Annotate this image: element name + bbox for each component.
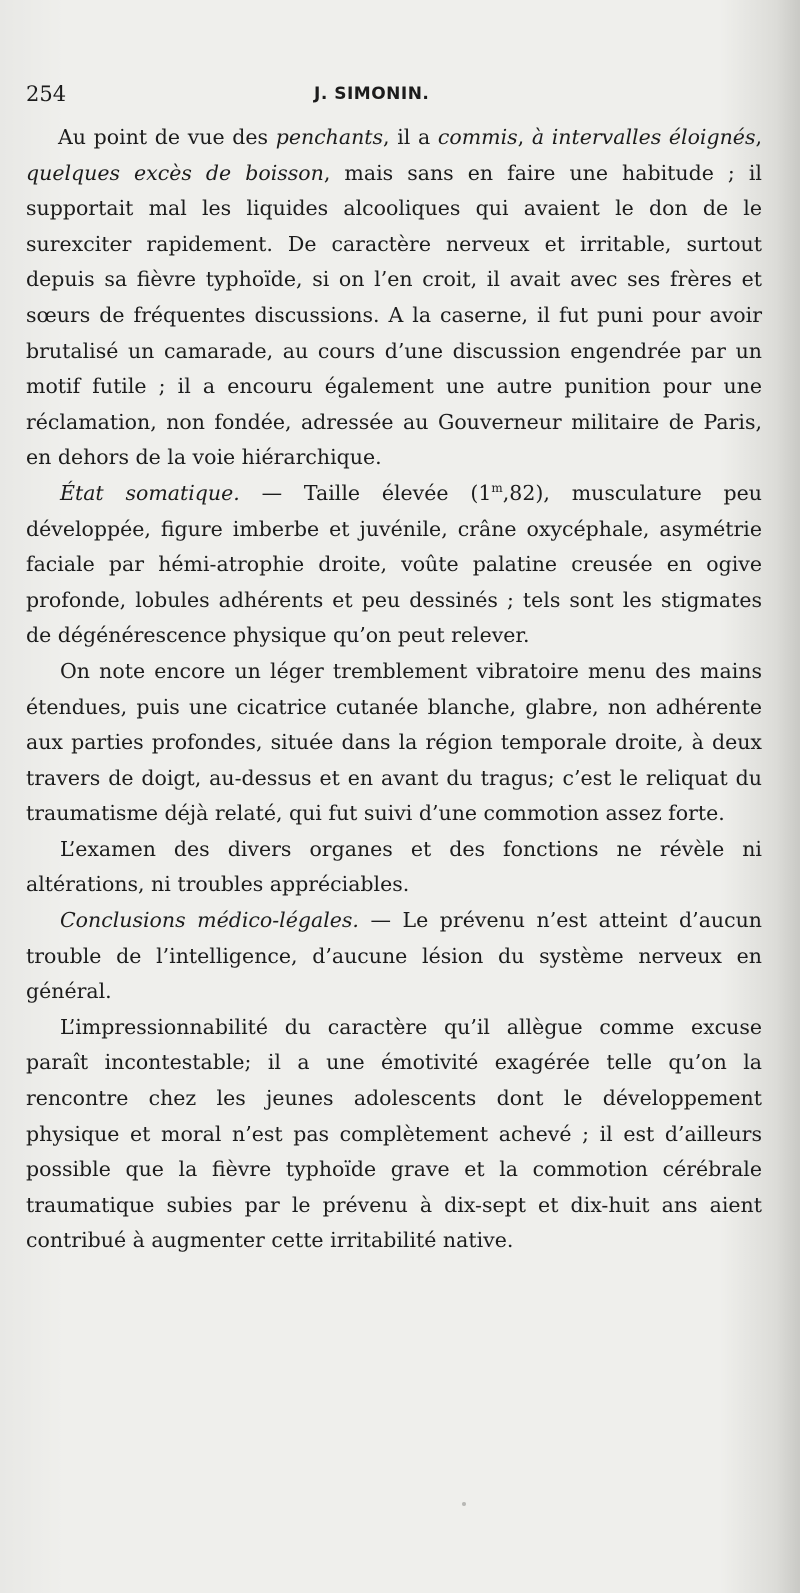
print-speck bbox=[462, 1502, 466, 1506]
paragraph-impressionnabilite: L’impressionnabilité du caractère qu’il allègue comme excuse paraît incontestable; il a une émotivité exagérée telle qu’on la rencontre chez les jeunes adolescents dont le développement physique et moral n’est pas complètement achevé ; il est d’ailleurs possible que la fièvre typhoïde grave et la commotion cérébrale traumatique subies par le prévenu à dix-sept et dix-huit ans aient contribué à augmenter cette irritabilité native. bbox=[26, 1014, 762, 1253]
body-text bbox=[26, 120, 762, 1259]
paragraph-etat-somatique: État somatique. — Taille élevée (1$^m$,82), musculature peu développée, figure imberbe et juvénile, crâne oxycéphale, asymétrie faciale par hémi-atrophie droite, voûte palatine creusée en ogive profonde, lobules adhérents et peu dessinés ; tels sont les stigmates de dégénérescence physique qu’on peut relever. bbox=[26, 480, 762, 648]
page-header bbox=[26, 82, 680, 112]
paragraph-conclusions: Conclusions médico-légales. — Le prévenu n’est atteint d’aucun trouble de l’intelligence, d’aucune lésion du système nerveux en général. bbox=[26, 908, 762, 1004]
running-head: J. SIMONIN. bbox=[314, 84, 430, 104]
page-number: 254 bbox=[26, 82, 67, 106]
paragraph-tremblement: On note encore un léger tremblement vibratoire menu des mains étendues, puis une cicatrice cutanée blanche, glabre, non adhérente aux parties profondes, située dans la région temporale droite, à deux travers de doigt, au-dessus et en avant du tragus; c’est le reliquat du traumatisme déjà relaté, qui fut suivi d’une commotion assez forte. bbox=[26, 658, 762, 826]
paragraph-examen: L’examen des divers organes et des fonctions ne révèle ni altérations, ni troubles appréciables. bbox=[26, 836, 762, 897]
paragraph-penchants: Au point de vue des penchants, il a commis, à intervalles éloignés, quelques excès de boisson, mais sans en faire une habitude ; il supportait mal les liquides alcooliques qui avaient le don de le surexciter rapidement. De caractère nerveux et irritable, surtout depuis sa fièvre typhoïde, si on l’en croit, il avait avec ses frères et sœurs de fréquentes discussions. A la caserne, il fut puni pour avoir brutalisé un camarade, au cours d’une discussion engendrée par un motif futile ; il a encouru également une autre punition pour une réclamation, non fondée, adressée au Gouverneur militaire de Paris, en dehors de la voie hiérarchique. bbox=[26, 125, 762, 470]
